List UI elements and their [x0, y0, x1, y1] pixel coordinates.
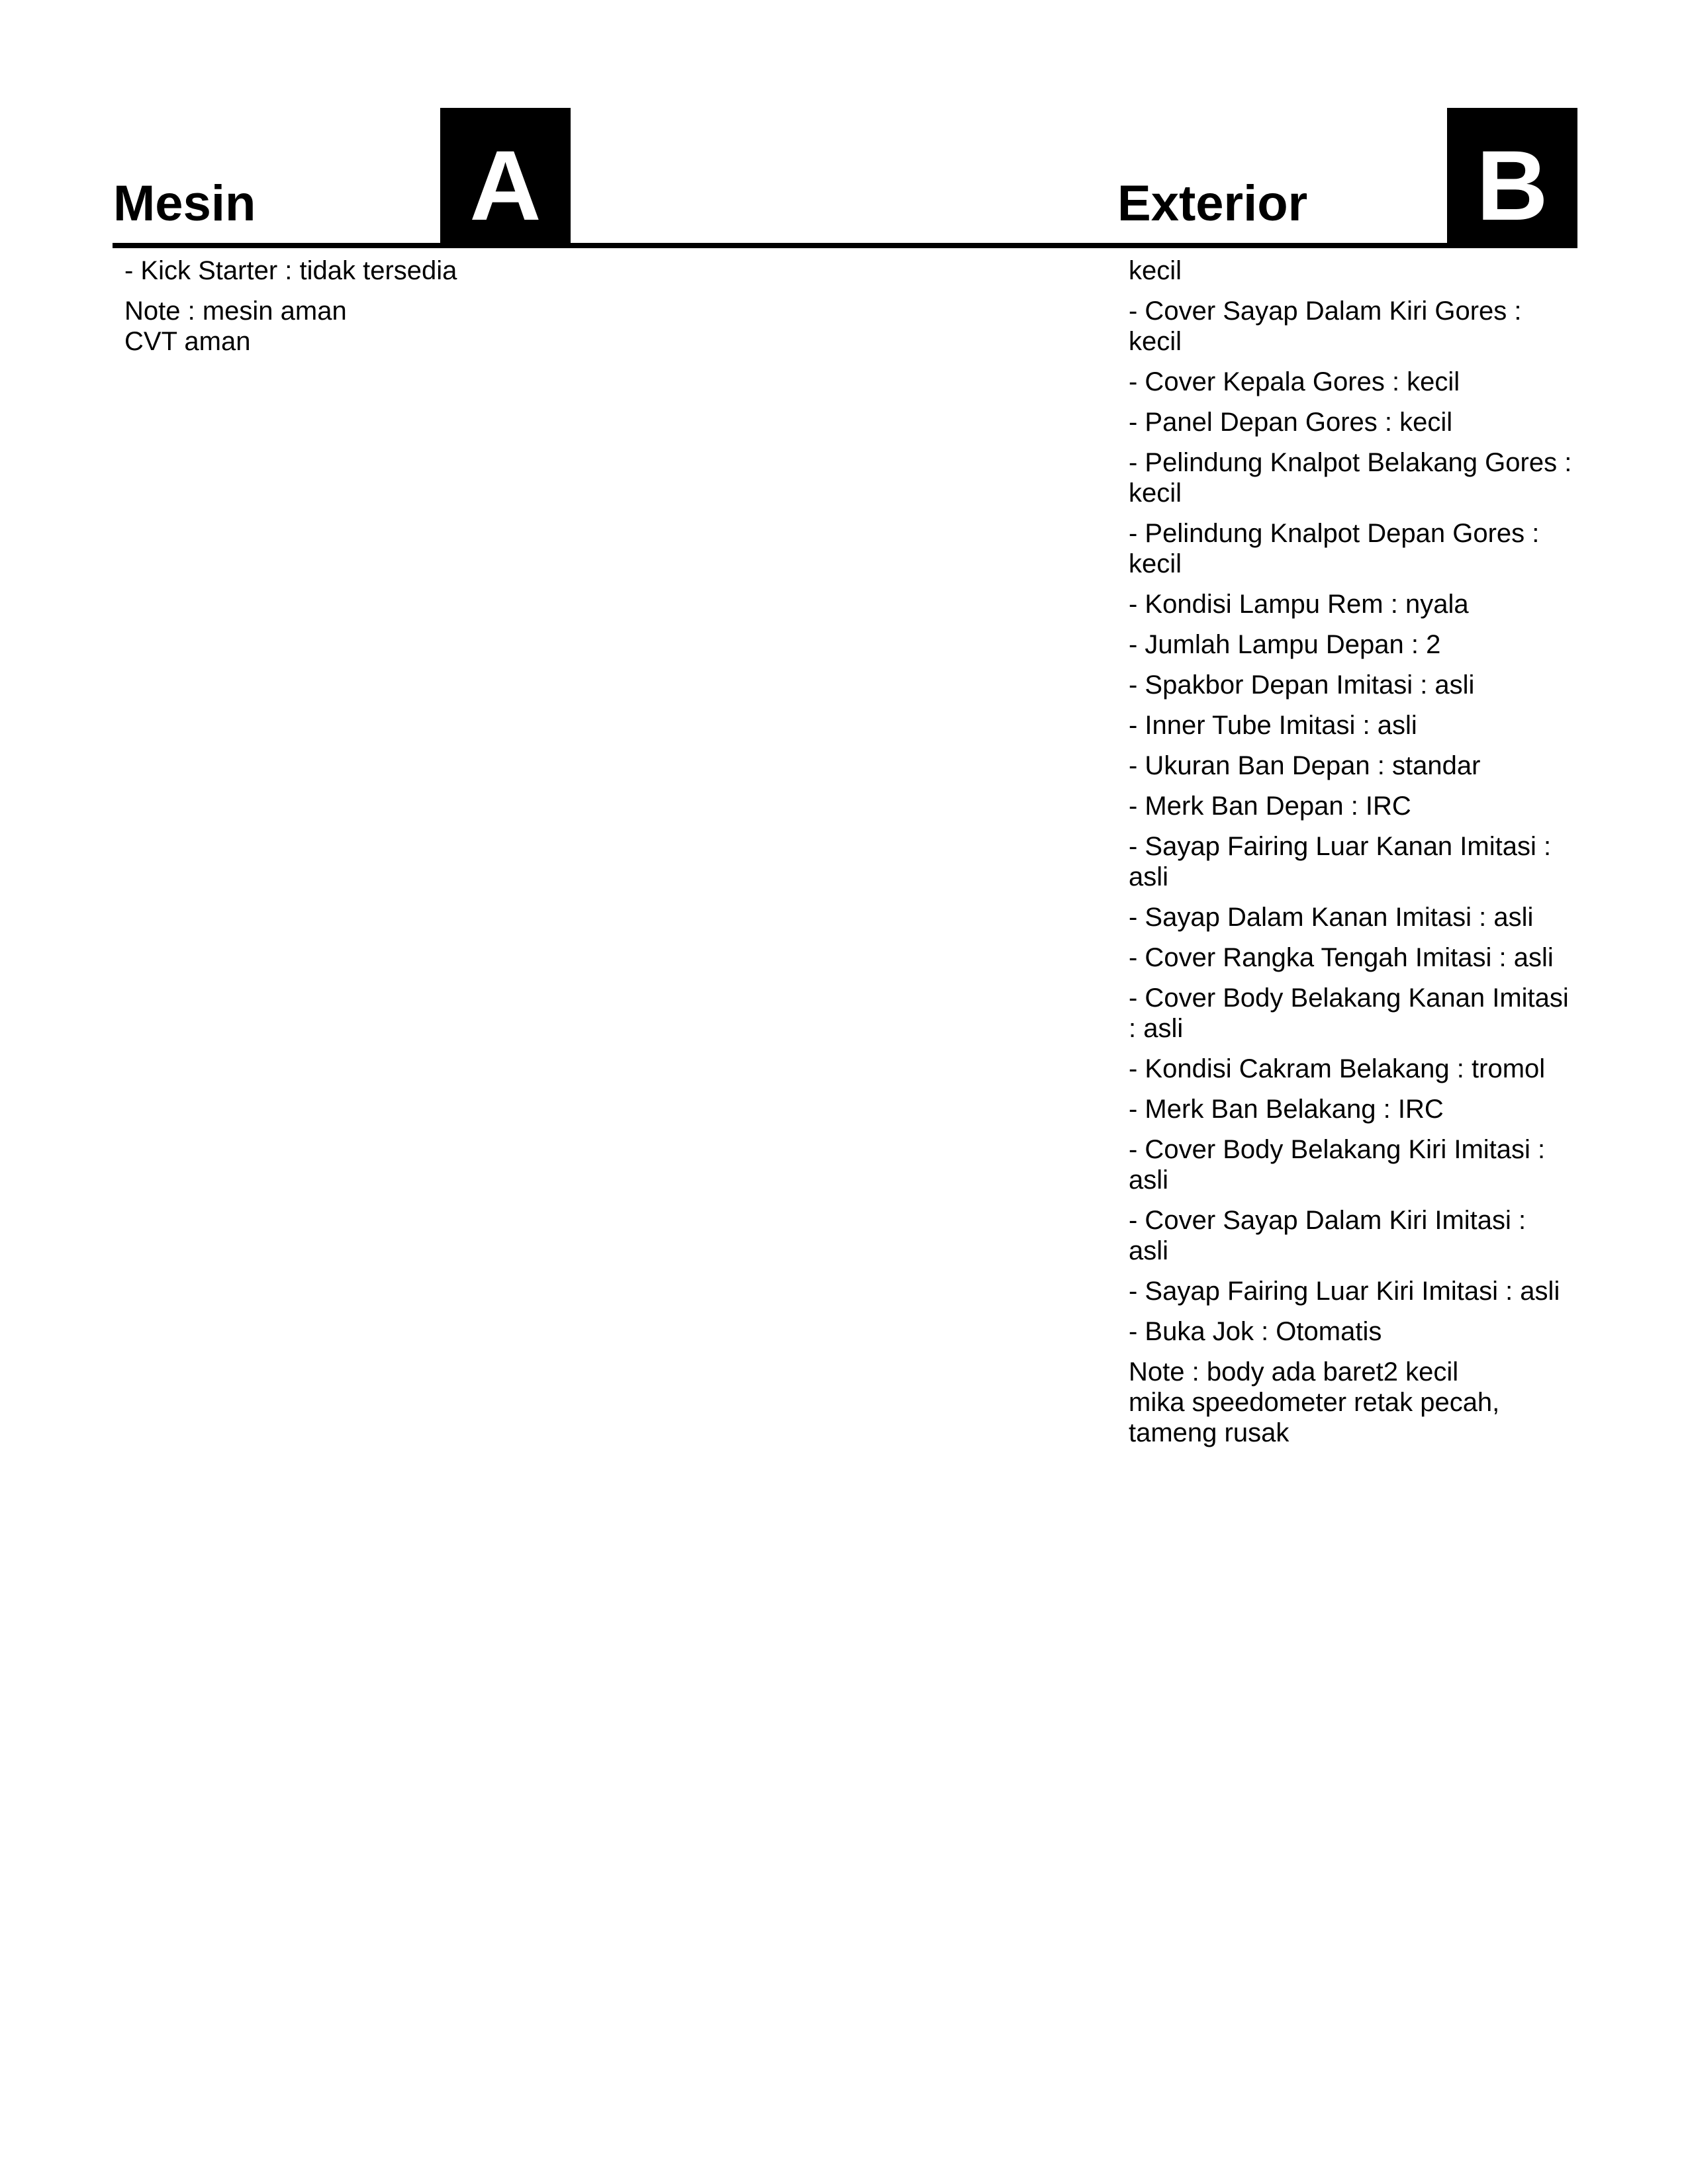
list-item: - Cover Sayap Dalam Kiri Imitasi : asli — [1129, 1206, 1526, 1265]
header-rule — [113, 243, 1577, 248]
list-item: - Cover Kepala Gores : kecil — [1129, 367, 1460, 396]
list-item: kecil — [1129, 256, 1182, 285]
note-line: tameng rusak — [1129, 1418, 1289, 1447]
list-item: - Kondisi Lampu Rem : nyala — [1129, 590, 1469, 619]
section-title-mesin: Mesin — [113, 175, 256, 232]
list-item: - Kondisi Cakram Belakang : tromol — [1129, 1054, 1546, 1083]
list-item: - Cover Body Belakang Kanan Imitasi : asli — [1129, 983, 1569, 1043]
note-line: Note : mesin aman — [124, 296, 347, 326]
list-item: - Cover Body Belakang Kiri Imitasi : asli — [1129, 1135, 1546, 1195]
mesin-note — [124, 296, 720, 357]
list-item: - Sayap Fairing Luar Kanan Imitasi : asli — [1129, 832, 1552, 891]
mesin-column — [124, 255, 720, 357]
exterior-note — [1129, 1357, 1572, 1448]
list-item: - Merk Ban Belakang : IRC — [1129, 1095, 1444, 1124]
note-line: Note : body ada baret2 kecil — [1129, 1357, 1459, 1387]
section-letter-badge-a: A — [440, 108, 571, 247]
section-letter-badge-b: B — [1447, 108, 1577, 247]
exterior-column — [1129, 255, 1572, 1448]
list-item: - Merk Ban Depan : IRC — [1129, 792, 1411, 821]
list-item: - Sayap Dalam Kanan Imitasi : asli — [1129, 903, 1534, 932]
list-item: - Panel Depan Gores : kecil — [1129, 408, 1453, 437]
list-item: - Buka Jok : Otomatis — [1129, 1317, 1382, 1346]
list-item: - Cover Rangka Tengah Imitasi : asli — [1129, 943, 1554, 972]
list-item: - Jumlah Lampu Depan : 2 — [1129, 630, 1441, 659]
list-item: - Kick Starter : tidak tersedia — [124, 256, 457, 285]
list-item: - Pelindung Knalpot Depan Gores : kecil — [1129, 519, 1540, 578]
note-line: mika speedometer retak pecah, — [1129, 1388, 1500, 1417]
section-title-exterior: Exterior — [1117, 175, 1308, 232]
list-item: - Ukuran Ban Depan : standar — [1129, 751, 1481, 780]
list-item: - Cover Sayap Dalam Kiri Gores : kecil — [1129, 296, 1522, 356]
list-item: - Inner Tube Imitasi : asli — [1129, 711, 1417, 740]
note-line: CVT aman — [124, 327, 251, 356]
list-item: - Spakbor Depan Imitasi : asli — [1129, 670, 1475, 700]
list-item: - Pelindung Knalpot Belakang Gores : kecil — [1129, 448, 1572, 508]
list-item: - Sayap Fairing Luar Kiri Imitasi : asli — [1129, 1277, 1560, 1306]
